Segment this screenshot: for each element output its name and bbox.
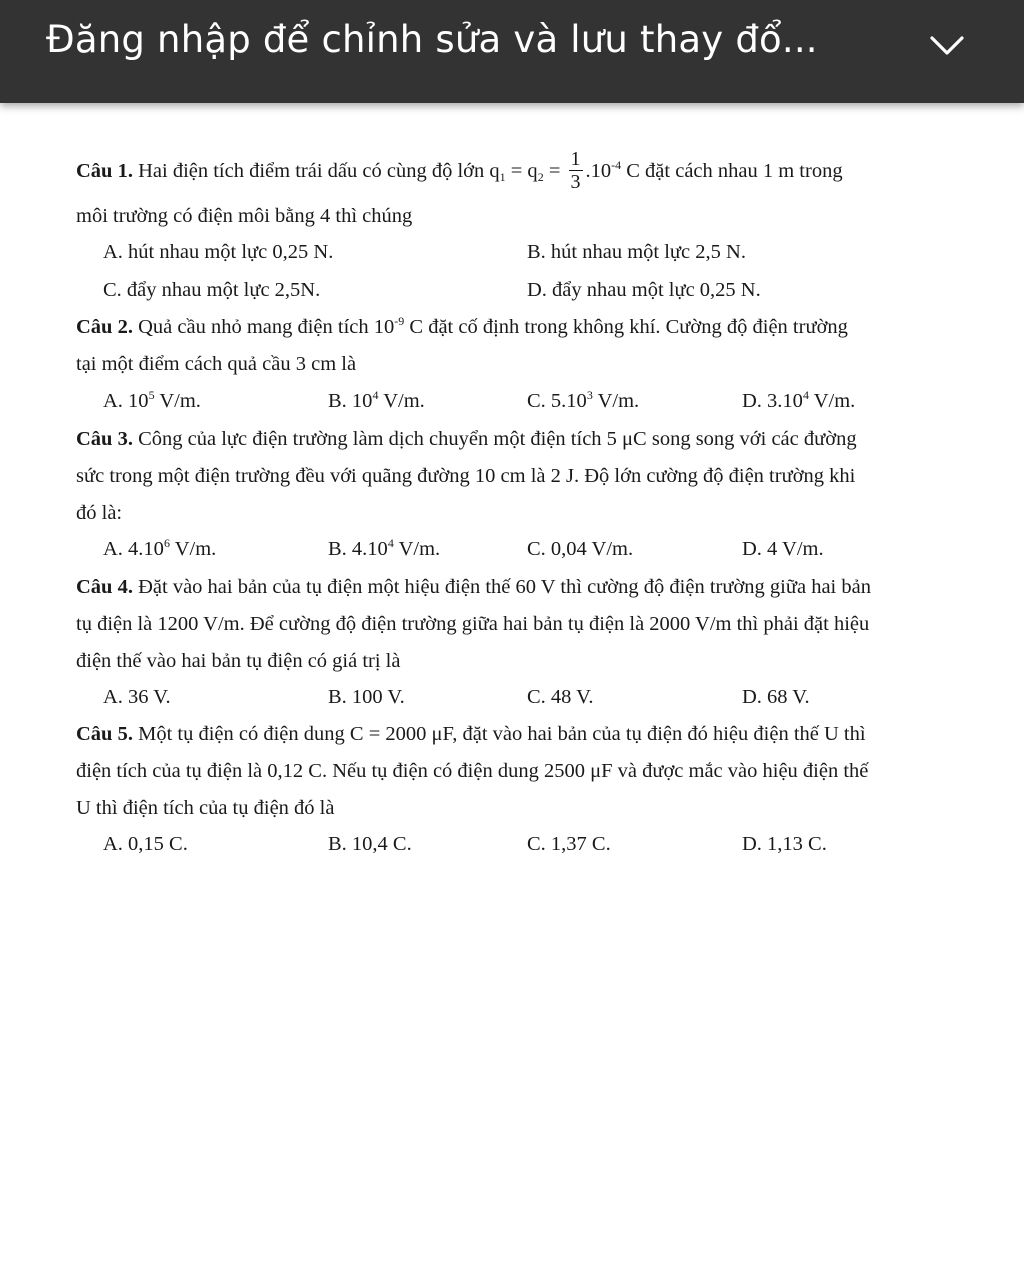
question-2-option-d: D. 3.10$^4$ V/m. bbox=[742, 388, 856, 412]
question-4-option-d: D. 68 V. bbox=[742, 686, 810, 708]
question-3-option-a: A. 4.10$^6$ V/m. bbox=[103, 536, 217, 560]
question-4-line-2: tụ điện là 1200 V/m. Để cường độ điện trường giữa hai bản tụ điện là 2000 V/m thì phải đặt hiệu bbox=[76, 613, 870, 635]
question-1-option-c: C. đẩy nhau một lực 2,5N. bbox=[103, 279, 321, 301]
question-3-line-3: đó là: bbox=[76, 502, 123, 524]
question-4-option-b: B. 100 V. bbox=[328, 686, 405, 708]
question-3-option-d: D. 4 V/m. bbox=[742, 538, 824, 560]
question-4-option-a: A. 36 V. bbox=[103, 686, 171, 708]
question-4-option-c: C. 48 V. bbox=[527, 686, 594, 708]
question-5-line-1: Câu 5. Một tụ điện có điện dung C = 2000 μF, đặt vào hai bản của tụ điện đó hiệu điện thế U thì bbox=[76, 723, 866, 745]
question-2-option-b: B. $10^4$ V/m. bbox=[328, 388, 425, 412]
question-3-option-b: B. 4.10$^4$ V/m. bbox=[328, 536, 441, 560]
question-5-option-a: A. 0,15 C. bbox=[103, 833, 188, 855]
question-5-option-b: B. 10,4 C. bbox=[328, 833, 412, 855]
question-3-line-2: sức trong một điện trường đều với quãng đường 10 cm là 2 J. Độ lớn cường độ điện trường khi bbox=[76, 465, 856, 487]
question-1-option-a: A. hút nhau một lực 0,25 N. bbox=[103, 241, 334, 263]
question-3-option-c: C. 0,04 V/m. bbox=[527, 538, 634, 560]
fraction: $\frac{1}{3}$ bbox=[570, 148, 581, 193]
question-1-option-b: B. hút nhau một lực 2,5 N. bbox=[527, 241, 746, 263]
question-5-line-3: U thì điện tích của tụ điện đó là bbox=[76, 797, 335, 819]
question-label: Câu 1. bbox=[76, 160, 133, 183]
question-5-line-2: điện tích của tụ điện là 0,12 C. Nếu tụ điện có điện dung 2500 μF và được mắc vào hiệu điện thế bbox=[76, 760, 869, 782]
question-3-line-1: Câu 3. Công của lực điện trường làm dịch chuyển một điện tích 5 μC song song với các đường bbox=[76, 428, 857, 450]
question-label: Câu 3. bbox=[76, 428, 133, 450]
question-1-line-2: môi trường có điện môi bằng 4 thì chúng bbox=[76, 205, 413, 227]
question-4-line-1: Câu 4. Đặt vào hai bản của tụ điện một hiệu điện thế 60 V thì cường độ điện trường giữa hai bản bbox=[76, 576, 871, 598]
question-2-line-2: tại một điểm cách quả cầu 3 cm là bbox=[76, 353, 357, 375]
question-5-option-d: D. 1,13 C. bbox=[742, 833, 827, 855]
question-label: Câu 5. bbox=[76, 723, 133, 745]
question-label: Câu 4. bbox=[76, 576, 133, 598]
question-5-option-c: C. 1,37 C. bbox=[527, 833, 611, 855]
question-label: Câu 2. bbox=[76, 316, 133, 338]
question-1-line-1: Câu 1. Hai điện tích điểm trái dấu có cùng độ lớn $q_1 = q_2$ = $\frac{1}{3}$ $.10^{-4}$ C đặt cách nhau 1 m trong bbox=[76, 148, 843, 193]
question-2-option-a: A. $10^5$ V/m. bbox=[103, 388, 201, 412]
banner-title[interactable]: Đăng nhập để chỉnh sửa và lưu thay đổ... bbox=[46, 18, 818, 61]
question-4-line-3: điện thế vào hai bản tụ điện có giá trị là bbox=[76, 650, 401, 672]
question-2-option-c: C. 5.10$^3$ V/m. bbox=[527, 388, 640, 412]
question-1-option-d: D. đẩy nhau một lực 0,25 N. bbox=[527, 279, 761, 301]
question-2-line-1: Câu 2. Quả cầu nhỏ mang điện tích $10^{-9}$ C đặt cố định trong không khí. Cường độ điện trường bbox=[76, 314, 848, 338]
